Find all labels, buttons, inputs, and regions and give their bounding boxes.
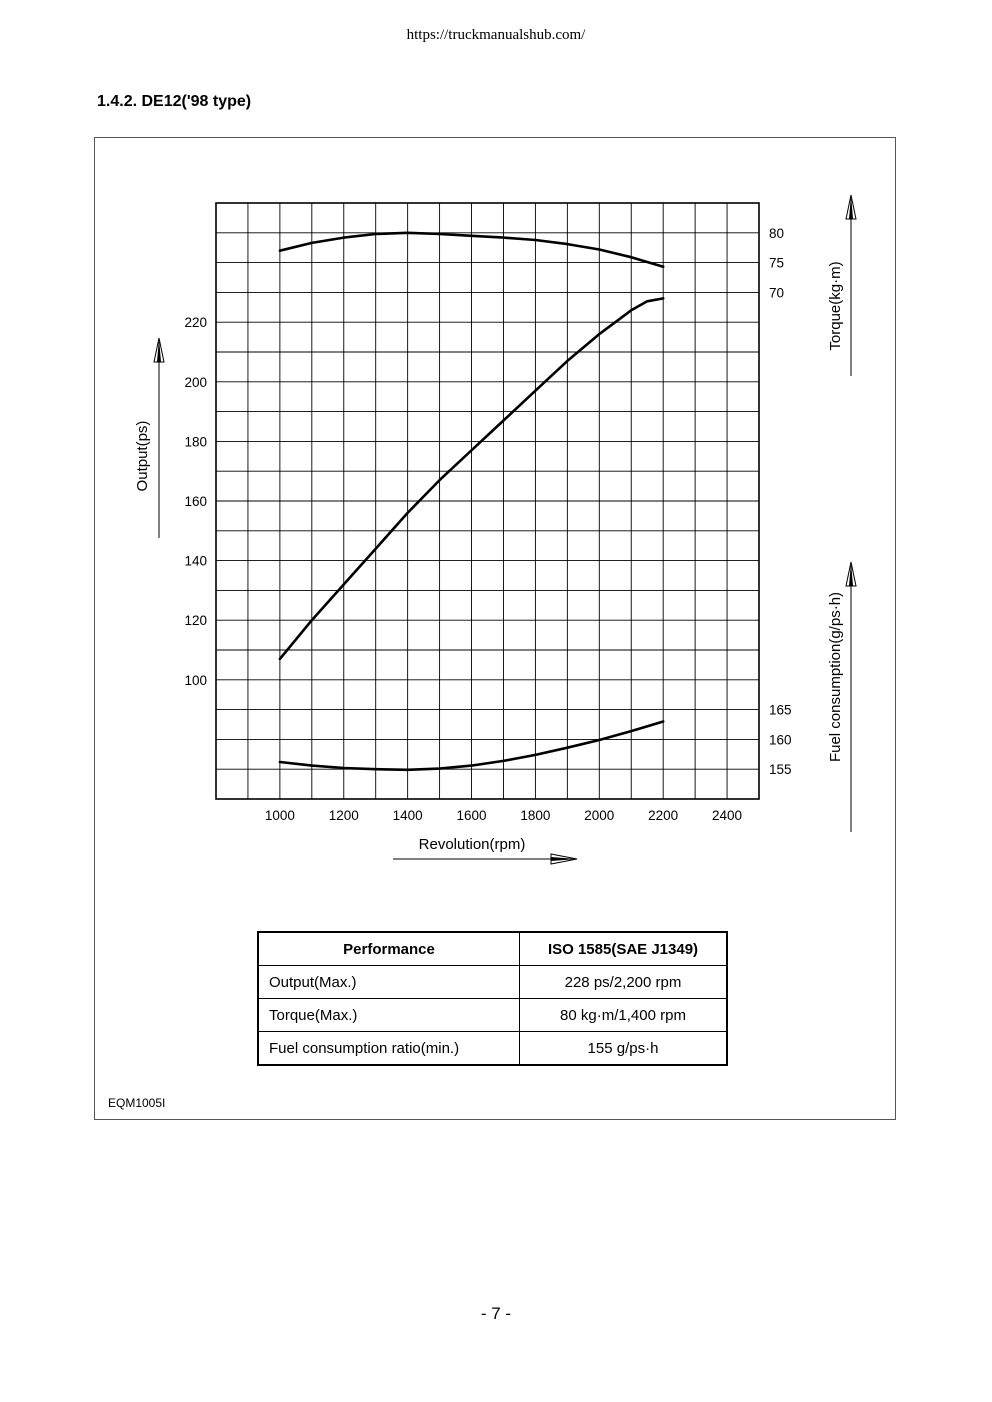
- fuel-axis-title: Fuel consumption(g/ps·h): [827, 591, 844, 763]
- torque-axis-title: Torque(kg·m): [827, 261, 844, 351]
- header-performance: Performance: [258, 932, 520, 966]
- row-fuel-label: Fuel consumption ratio(min.): [258, 1032, 520, 1066]
- x-tick-label: 1200: [328, 808, 359, 823]
- section-title: 1.4.2. DE12('98 type): [97, 93, 252, 110]
- x-tick-label: 2000: [584, 808, 615, 823]
- output-axis-arrow: [154, 338, 164, 538]
- table-row: [258, 999, 727, 1032]
- figure-code: EQM1005I: [108, 1096, 166, 1110]
- output-tick-label: 140: [184, 553, 207, 569]
- x-tick-label: 1800: [520, 808, 551, 823]
- fuel-axis-arrow: [846, 562, 856, 832]
- x-axis-title: Revolution(rpm): [418, 836, 526, 853]
- performance-chart: [95, 138, 895, 928]
- row-output-value: 228 ps/2,200 rpm: [520, 966, 728, 999]
- torque-axis-arrow: [846, 195, 856, 376]
- chart-ticks: [184, 226, 791, 823]
- fuel-tick-label: 165: [769, 702, 792, 718]
- page-number: - 7 -: [480, 1304, 512, 1323]
- x-tick-label: 1400: [392, 808, 423, 823]
- x-tick-label: 1600: [456, 808, 487, 823]
- output-tick-label: 120: [184, 613, 207, 629]
- table-row: [258, 966, 727, 999]
- row-torque-label: Torque(Max.): [258, 999, 520, 1032]
- chart-grid: [216, 203, 759, 799]
- output-axis-title: Output(ps): [134, 420, 151, 492]
- x-tick-label: 2400: [712, 808, 743, 823]
- chart-axis-titles: [134, 195, 856, 864]
- torque-tick-label: 75: [769, 255, 785, 271]
- table-header-row: [258, 932, 727, 966]
- site-url[interactable]: https://truckmanualshub.com/: [406, 27, 586, 43]
- fuel-tick-label: 155: [769, 762, 792, 778]
- output-tick-label: 220: [184, 315, 207, 331]
- x-tick-label: 2200: [648, 808, 679, 823]
- row-output-label: Output(Max.): [258, 966, 520, 999]
- fuel-tick-label: 160: [769, 732, 792, 748]
- table-row: [258, 1032, 727, 1066]
- output-tick-label: 180: [184, 434, 207, 450]
- x-axis-arrow: [393, 854, 577, 864]
- performance-table: [257, 931, 728, 1066]
- row-fuel-value: 155 g/ps·h: [520, 1032, 728, 1066]
- row-torque-value: 80 kg·m/1,400 rpm: [520, 999, 728, 1032]
- x-tick-label: 1000: [264, 808, 295, 823]
- header-standard: ISO 1585(SAE J1349): [520, 932, 728, 966]
- torque-tick-label: 80: [769, 225, 785, 241]
- torque-tick-label: 70: [769, 285, 785, 301]
- output-tick-label: 100: [184, 672, 207, 688]
- output-tick-label: 200: [184, 374, 207, 390]
- output-tick-label: 160: [184, 494, 207, 509]
